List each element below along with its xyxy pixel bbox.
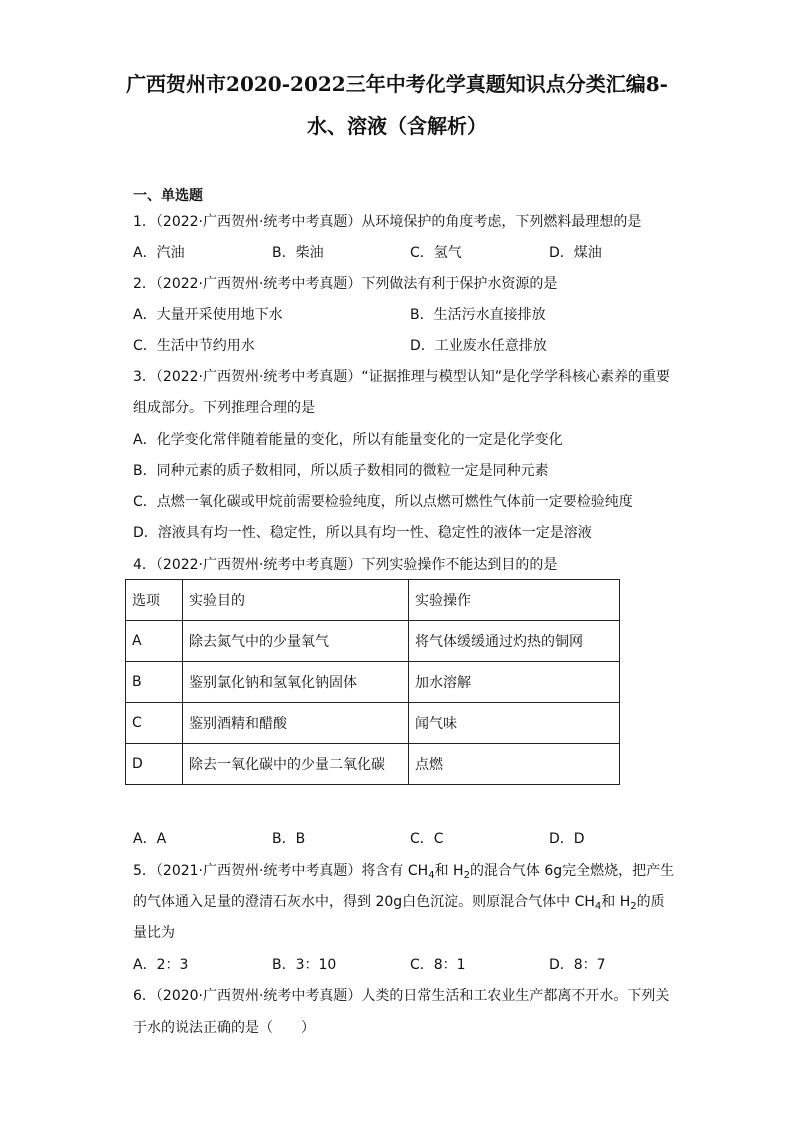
stem-text: 和 H: [601, 894, 631, 910]
table-cell: B: [126, 662, 183, 703]
table-cell: 鉴别酒精和醋酸: [183, 703, 409, 744]
question-4-option-a: A．A: [133, 831, 167, 847]
question-2-option-c: C．生活中节约用水: [133, 338, 255, 354]
table-cell: D: [126, 744, 183, 785]
table-cell: 将气体缓缓通过灼热的铜网: [409, 621, 620, 662]
question-3-option-a: A．化学变化常伴随着能量的变化，所以有能量变化的一定是化学变化: [133, 432, 563, 448]
question-1-option-d: D．煤油: [549, 245, 602, 261]
subscript: 2: [463, 870, 470, 881]
table-header-row: [126, 580, 620, 621]
question-5-option-d: D．8：7: [549, 957, 606, 973]
stem-text: 和 H: [434, 863, 464, 879]
table-cell: 鉴别氯化钠和氢氧化钠固体: [183, 662, 409, 703]
question-3-stem-line1: 3．（2022·广西贺州·统考中考真题）“证据推理与模型认知”是化学学科核心素养的重要: [133, 369, 670, 385]
table-row: [126, 621, 620, 662]
question-5-stem-line2: [133, 892, 665, 912]
question-5-option-b: B．3：10: [272, 957, 337, 973]
table-cell: 加水溶解: [409, 662, 620, 703]
question-2-stem: 2．（2022·广西贺州·统考中考真题）下列做法有利于保护水资源的是: [133, 276, 558, 292]
question-5-option-a: A．2：3: [133, 957, 189, 973]
subscript: 4: [594, 901, 602, 912]
question-2-option-a: A．大量开采使用地下水: [133, 307, 283, 323]
question-4-option-b: B．B: [272, 831, 306, 847]
section-heading: 一、单选题: [133, 188, 203, 204]
document-title-line2: 水、溶液（含解析）: [307, 114, 487, 138]
question-4-stem: 4．（2022·广西贺州·统考中考真题）下列实验操作不能达到目的的是: [133, 557, 558, 573]
question-3-stem-line2: 组成部分。下列推理合理的是: [133, 400, 315, 416]
table-cell: A: [126, 621, 183, 662]
question-3-option-c: C．点燃一氧化碳或甲烷前需要检验纯度，所以点燃可燃性气体前一定要检验纯度: [133, 494, 633, 510]
question-5-stem-line3: 量比为: [133, 925, 175, 941]
question-1-option-c: C．氢气: [410, 245, 462, 261]
table-header-cell: 实验操作: [409, 580, 620, 621]
subscript: 4: [428, 870, 435, 881]
stem-text: 的质: [636, 894, 665, 910]
question-3-option-d: D．溶液具有均一性、稳定性，所以具有均一性、稳定性的液体一定是溶液: [133, 525, 592, 541]
question-1-option-b: B．柴油: [272, 245, 324, 261]
table-header-cell: 选项: [126, 580, 183, 621]
table-cell: 闻气味: [409, 703, 620, 744]
question-2-option-d: D．工业废水任意排放: [410, 338, 547, 354]
question-5-option-c: C．8：1: [410, 957, 466, 973]
question-1-option-a: A．汽油: [133, 245, 185, 261]
question-6-stem-line2: 于水的说法正确的是（ ）: [133, 1020, 315, 1036]
stem-text: 5．（2021·广西贺州·统考中考真题）将含有 CH: [133, 863, 429, 879]
table-cell: 除去氮气中的少量氧气: [183, 621, 409, 662]
question-6-stem-line1: 6．（2020·广西贺州·统考中考真题）人类的日常生活和工农业生产都离不开水。下列关: [133, 988, 670, 1004]
table-cell: 除去一氧化碳中的少量二氧化碳: [183, 744, 409, 785]
stem-text: 的混合气体 6g完全燃烧，把产生: [469, 863, 675, 879]
subscript: 2: [630, 901, 637, 912]
question-1-stem: 1．（2022·广西贺州·统考中考真题）从环境保护的角度考虑，下列燃料最理想的是: [133, 214, 642, 230]
question-5-stem-line1: [133, 861, 674, 881]
table-row: [126, 744, 620, 785]
question-4-option-d: D．D: [549, 831, 585, 847]
stem-text: 的气体通入足量的澄清石灰水中，得到 20g白色沉淀。则原混合气体中 CH: [133, 894, 595, 910]
table-cell: C: [126, 703, 183, 744]
table-header-cell: 实验目的: [183, 580, 409, 621]
document-title-line1: 广西贺州市2020-2022三年中考化学真题知识点分类汇编8-: [126, 72, 668, 96]
table-row: [126, 662, 620, 703]
table-row: [126, 703, 620, 744]
question-4-option-c: C．C: [410, 831, 444, 847]
experiment-table: [125, 579, 620, 785]
question-2-option-b: B．生活污水直接排放: [410, 307, 546, 323]
question-3-option-b: B．同种元素的质子数相同，所以质子数相同的微粒一定是同种元素: [133, 463, 549, 479]
table-cell: 点燃: [409, 744, 620, 785]
